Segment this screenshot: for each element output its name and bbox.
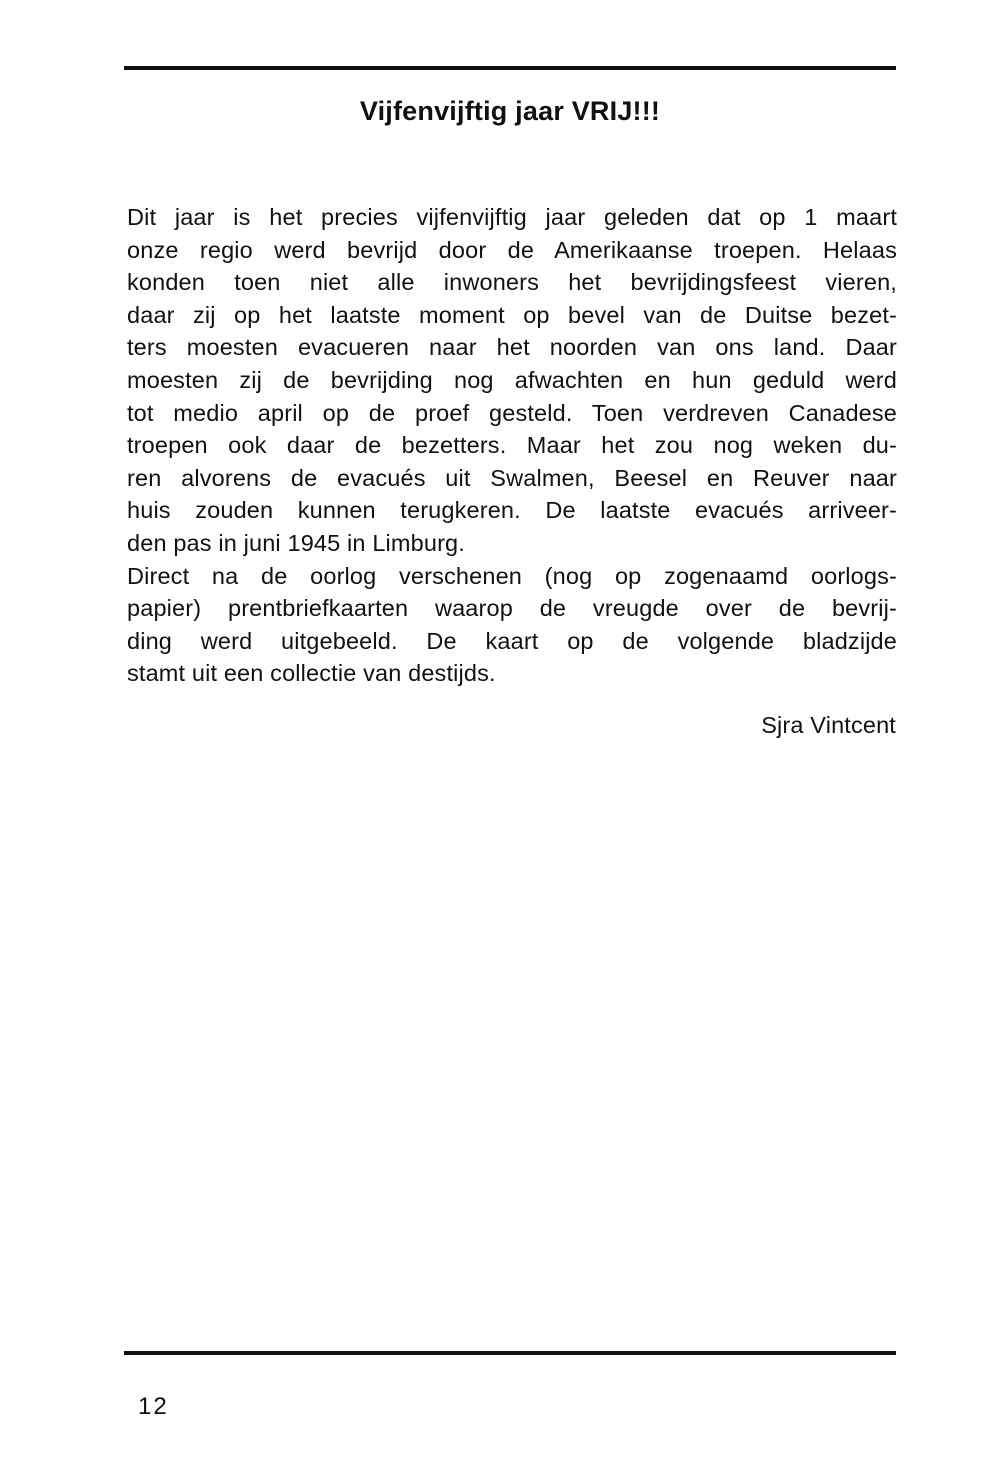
text-line: den pas in juni 1945 in Limburg.	[127, 529, 465, 556]
top-rule	[124, 66, 896, 70]
text-line: daar zij op het laatste moment op bevel van de Duitse bezet-	[127, 301, 897, 328]
text-line: stamt uit een collectie van destijds.	[127, 660, 496, 687]
page-number: 12	[138, 1393, 169, 1420]
paragraph-1	[127, 201, 897, 560]
text-line: ren alvorens de evacués uit Swalmen, Beesel en Reuver naar	[127, 464, 897, 491]
article-body	[127, 201, 897, 690]
text-line: Dit jaar is het precies vijfenvijftig jaar geleden dat op 1 maart	[127, 204, 897, 230]
bottom-rule	[124, 1351, 896, 1355]
text-line: papier) prentbriefkaarten waarop de vreugde over de bevrij-	[127, 595, 897, 622]
text-line: ding werd uitgebeeld. De kaart op de volgende bladzijde	[127, 627, 897, 654]
text-line: Direct na de oorlog verschenen (nog op zogenaamd oorlogs-	[127, 562, 897, 589]
author-signature: Sjra Vintcent	[761, 712, 896, 738]
text-line: huis zouden kunnen terugkeren. De laatste evacués arriveer-	[127, 497, 897, 524]
paragraph-2	[127, 560, 897, 690]
text-line: konden toen niet alle inwoners het bevrijdingsfeest vieren,	[127, 269, 897, 296]
text-line: moesten zij de bevrijding nog afwachten en hun geduld werd	[127, 366, 897, 393]
text-line: tot medio april op de proef gesteld. Toen verdreven Canadese	[127, 399, 897, 426]
text-line: troepen ook daar de bezetters. Maar het zou nog weken du-	[127, 432, 897, 459]
text-line: ters moesten evacueren naar het noorden van ons land. Daar	[127, 334, 897, 361]
text-line: onze regio werd bevrijd door de Amerikaanse troepen. Helaas	[127, 236, 897, 263]
article-title: Vijfenvijftig jaar VRIJ!!!	[359, 96, 661, 126]
